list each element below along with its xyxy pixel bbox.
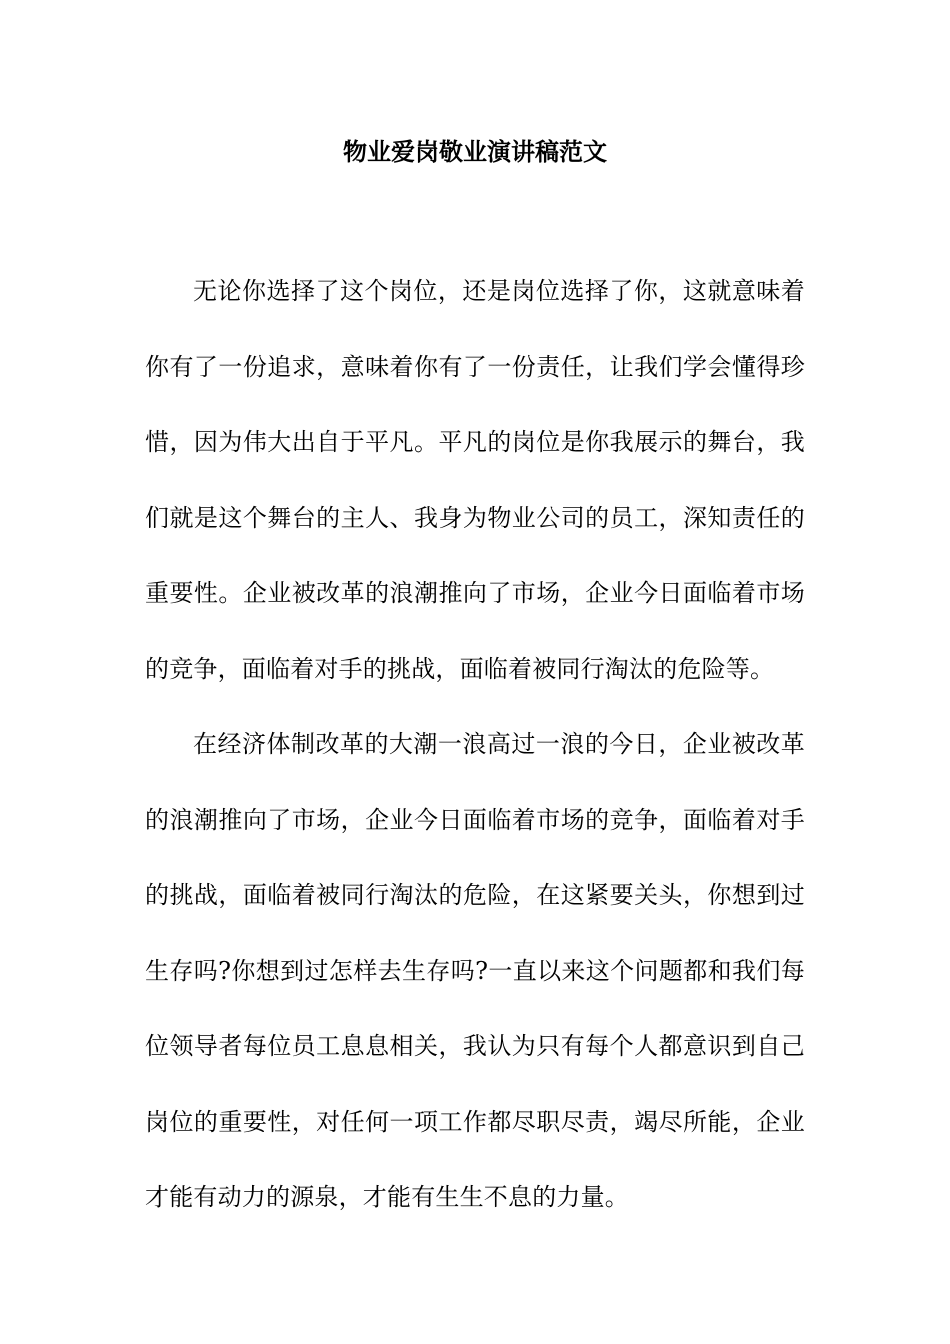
paragraph-1: 无论你选择了这个岗位，还是岗位选择了你，这就意味着你有了一份追求，意味着你有了一份责任，让我们学会懂得珍惜，因为伟大出自于平凡。平凡的岗位是你我展示的舞台，我们就是这个舞台的主人、我身为物业公司的员工，深知责任的重要性。企业被改革的浪潮推向了市场，企业今日面临着市场的竞争，面临着对手的挑战，面临着被同行淘汰的危险等。 — [145, 277, 805, 683]
document-body — [145, 254, 805, 1236]
paragraph-2: 在经济体制改革的大潮一浪高过一浪的今日，企业被改革的浪潮推向了市场，企业今日面临着市场的竞争，面临着对手的挑战，面临着被同行淘汰的危险，在这紧要关头，你想到过生存吗?你想到过怎样去生存吗?一直以来这个问题都和我们每位领导者每位员工息息相关，我认为只有每个人都意识到自己岗位的重要性，对任何一项工作都尽职尽责，竭尽所能，企业才能有动力的源泉，才能有生生不息的力量。 — [145, 730, 805, 1211]
document-title: 物业爱岗敬业演讲稿范文 — [343, 137, 607, 166]
